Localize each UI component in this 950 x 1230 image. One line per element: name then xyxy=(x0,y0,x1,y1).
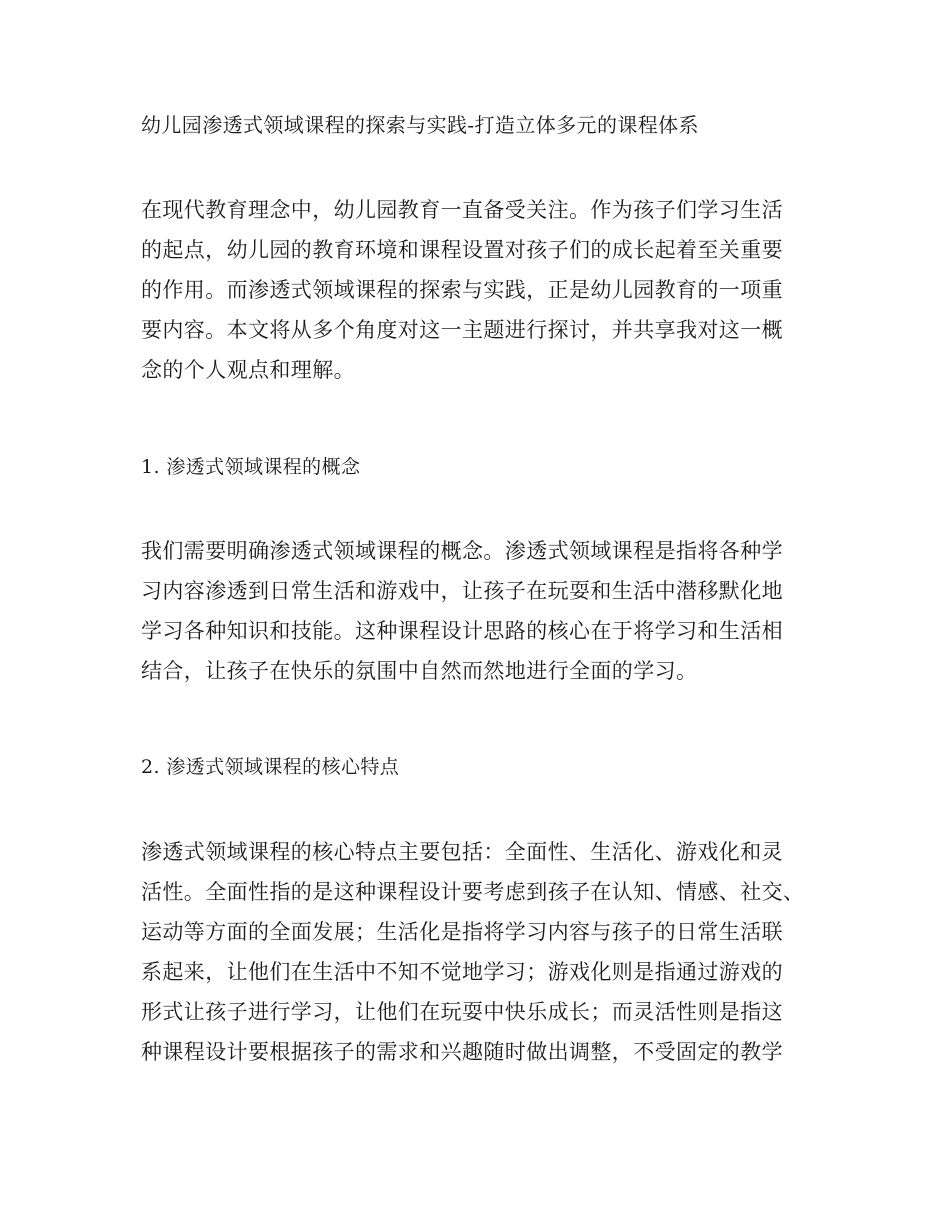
section1-line: 习内容渗透到日常生活和游戏中，让孩子在玩耍和生活中潜移默化地 xyxy=(141,579,783,603)
section2-line: 形式让孩子进行学习，让他们在玩耍中快乐成长；而灵活性则是指这 xyxy=(141,1000,783,1024)
section2-line: 渗透式领域课程的核心特点主要包括：全面性、生活化、游戏化和灵 xyxy=(141,840,783,864)
document-title: 幼儿园渗透式领域课程的探索与实践-打造立体多元的课程体系 xyxy=(141,113,699,137)
section2-line: 运动等方面的全面发展；生活化是指将学习内容与孩子的日常生活联 xyxy=(141,920,783,944)
section2-line: 活性。全面性指的是这种课程设计要考虑到孩子在认知、情感、社交、 xyxy=(141,880,805,904)
section2-line: 种课程设计要根据孩子的需求和兴趣随时做出调整，不受固定的教学 xyxy=(141,1040,783,1064)
intro-line: 要内容。本文将从多个角度对这一主题进行探讨，并共享我对这一概 xyxy=(141,318,783,342)
section2-line: 系起来，让他们在生活中不知不觉地学习；游戏化则是指通过游戏的 xyxy=(141,960,783,984)
intro-line: 在现代教育理念中，幼儿园教育一直备受关注。作为孩子们学习生活 xyxy=(141,198,783,222)
section-heading-2: 2. 渗透式领域课程的核心特点 xyxy=(141,756,400,778)
section1-line: 结合，让孩子在快乐的氛围中自然而然地进行全面的学习。 xyxy=(141,659,698,683)
intro-line: 的起点，幼儿园的教育环境和课程设置对孩子们的成长起着至关重要 xyxy=(141,238,783,262)
section1-line: 我们需要明确渗透式领域课程的概念。渗透式领域课程是指将各种学 xyxy=(141,539,783,563)
section1-line: 学习各种知识和技能。这种课程设计思路的核心在于将学习和生活相 xyxy=(141,619,783,643)
intro-line: 念的个人观点和理解。 xyxy=(141,358,355,382)
section-heading-1: 1. 渗透式领域课程的概念 xyxy=(141,456,361,478)
intro-line: 的作用。而渗透式领域课程的探索与实践，正是幼儿园教育的一项重 xyxy=(141,278,783,302)
